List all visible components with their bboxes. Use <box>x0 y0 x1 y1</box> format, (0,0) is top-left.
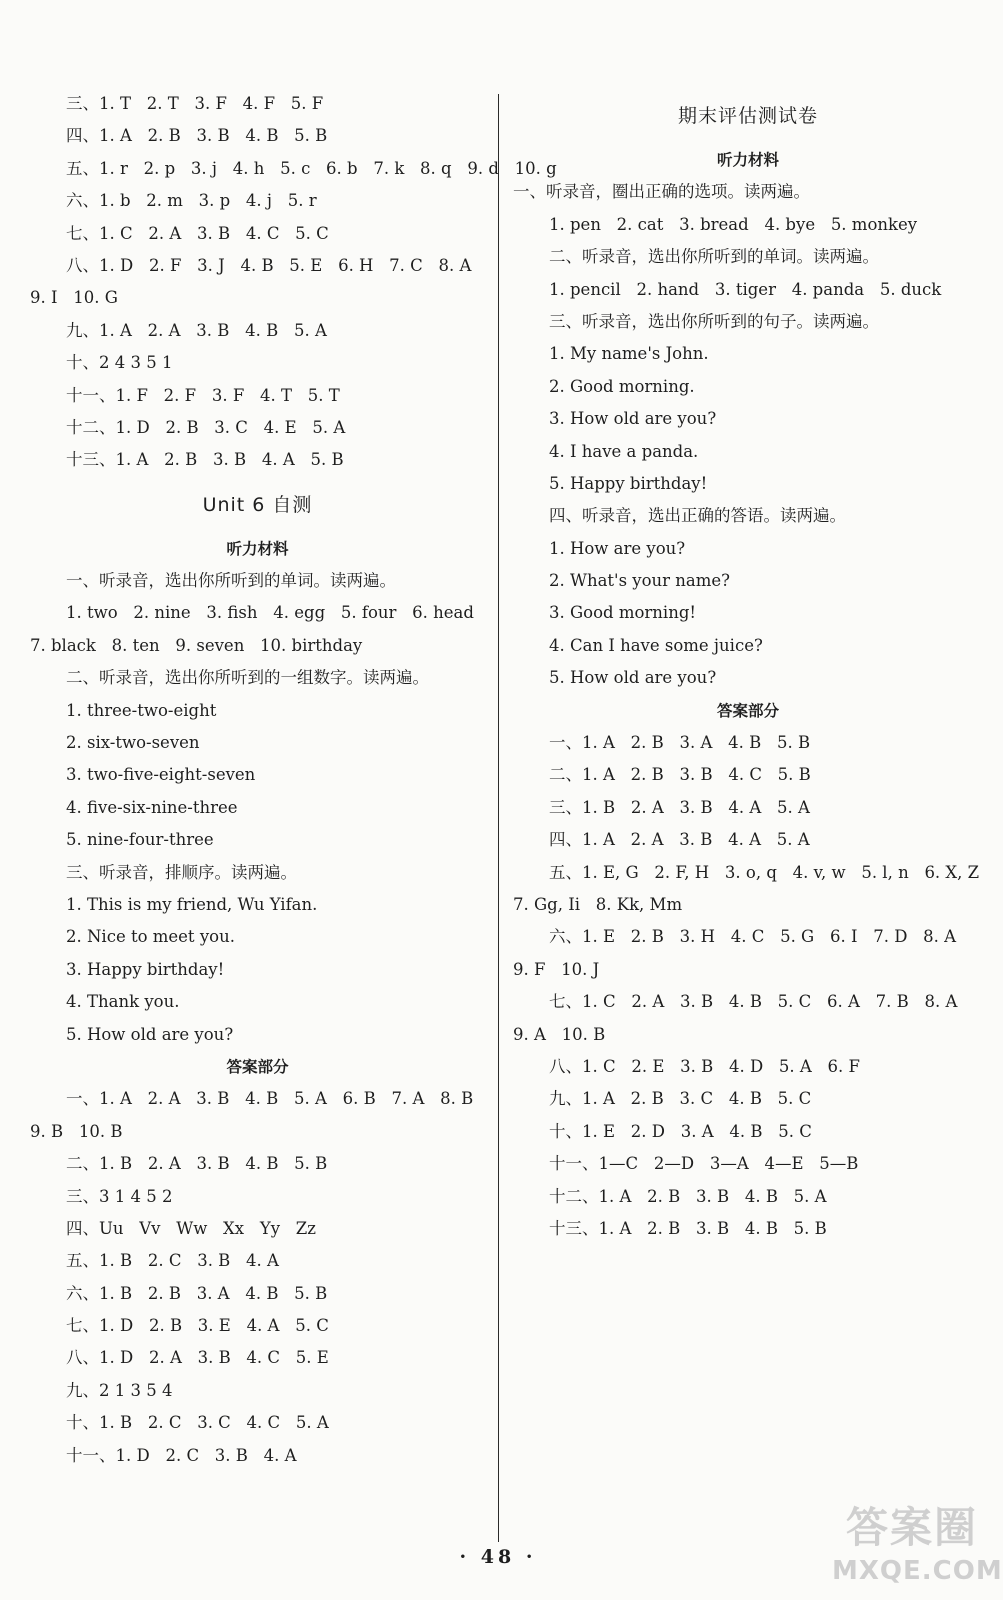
text-line: 十三、1. A 2. B 3. B 4. A 5. B <box>66 450 344 470</box>
text-line: 十二、1. A 2. B 3. B 4. B 5. A <box>549 1186 827 1206</box>
text-line: 十、1. B 2. C 3. C 4. C 5. A <box>66 1413 329 1433</box>
unit6-listening-lines <box>30 565 485 1051</box>
final-exam-title: 期末评估测试卷 <box>677 105 818 127</box>
unit6-title: Unit 6 自测 <box>202 493 313 516</box>
text-line: 四、1. A 2. A 3. B 4. A 5. A <box>549 830 810 850</box>
watermark-domain: MXQE.COM <box>832 1556 1003 1586</box>
text-line: 3. Happy birthday! <box>66 959 225 979</box>
text-line: 五、1. E, G 2. F, H 3. o, q 4. v, w 5. l, n 6. X, Z <box>549 862 980 882</box>
text-line: 5. How old are you? <box>66 1024 234 1044</box>
text-line: 2. What's your name? <box>549 571 731 591</box>
text-line: 十、2 4 3 5 1 <box>66 353 173 373</box>
text-line: 八、1. C 2. E 3. B 4. D 5. A 6. F <box>549 1056 860 1076</box>
text-line: 五、1. B 2. C 3. B 4. A <box>66 1251 279 1271</box>
text-line: 九、2 1 3 5 4 <box>66 1380 173 1400</box>
text-line: 二、听录音，选出你所听到的单词。读两遍。 <box>549 247 879 267</box>
text-line: 七、1. C 2. A 3. B 4. B 5. C 6. A 7. B 8. A <box>549 992 958 1012</box>
text-line: 9. B 10. B <box>30 1121 123 1141</box>
footer-dot-right: · <box>525 1546 537 1568</box>
text-line: 3. How old are you? <box>549 409 717 429</box>
text-line: 4. Can I have some juice? <box>549 635 763 655</box>
text-line: 5. Happy birthday! <box>549 473 708 493</box>
text-line: 1. pen 2. cat 3. bread 4. bye 5. monkey <box>549 214 918 234</box>
text-line: 一、1. A 2. A 3. B 4. B 5. A 6. B 7. A 8. B <box>66 1089 474 1109</box>
text-line: 四、Uu Vv Ww Xx Yy Zz <box>66 1218 316 1238</box>
text-line: 4. Thank you. <box>66 992 180 1012</box>
text-line: 三、听录音，选出你所听到的句子。读两遍。 <box>549 311 879 331</box>
text-line: 4. five-six-nine-three <box>66 797 238 817</box>
text-line: 九、1. A 2. B 3. C 4. B 5. C <box>549 1089 812 1109</box>
text-line: 1. two 2. nine 3. fish 4. egg 5. four 6. head <box>66 603 474 623</box>
text-line: 1. This is my friend, Wu Yifan. <box>66 894 318 914</box>
final-answer-lines <box>513 727 983 1245</box>
watermark <box>832 1502 1003 1600</box>
text-line: 二、听录音，选出你所听到的一组数字。读两遍。 <box>66 668 429 688</box>
watermark-logo: 答案圈 <box>845 1503 978 1552</box>
page-number: 48 <box>480 1546 516 1568</box>
unit6-answer-lines <box>30 1083 485 1472</box>
final-listening-title: 听力材料 <box>716 151 779 169</box>
text-line: 三、1. T 2. T 3. F 4. F 5. F <box>66 94 324 113</box>
column-divider <box>498 94 499 1542</box>
text-line: 5. nine-four-three <box>66 830 214 850</box>
unit6-listening-title: 听力材料 <box>226 539 289 558</box>
text-line: 7. black 8. ten 9. seven 10. birthday <box>30 635 363 655</box>
footer-dot-left: · <box>459 1546 471 1568</box>
text-line: 五、1. r 2. p 3. j 4. h 5. c 6. b 7. k 8. q 9. d 10. g <box>66 158 557 178</box>
text-line: 七、1. D 2. B 3. E 4. A 5. C <box>66 1316 329 1336</box>
text-line: 9. F 10. J <box>513 959 600 979</box>
text-line: 十二、1. D 2. B 3. C 4. E 5. A <box>66 417 346 437</box>
text-line: 4. I have a panda. <box>549 441 699 461</box>
text-line: 3. Good morning! <box>549 603 697 623</box>
text-line: 六、1. B 2. B 3. A 4. B 5. B <box>66 1283 328 1303</box>
text-line: 四、听录音，选出正确的答语。读两遍。 <box>549 506 846 526</box>
unit6-answer-title: 答案部分 <box>226 1057 289 1076</box>
text-line: 2. Nice to meet you. <box>66 927 235 947</box>
text-line: 二、1. B 2. A 3. B 4. B 5. B <box>66 1154 328 1174</box>
text-line: 1. pencil 2. hand 3. tiger 4. panda 5. duck <box>549 279 942 299</box>
text-line: 八、1. D 2. A 3. B 4. C 5. E <box>66 1348 329 1368</box>
text-line: 三、听录音，排顺序。读两遍。 <box>66 862 297 882</box>
text-line: 7. Gg, Ii 8. Kk, Mm <box>513 894 683 914</box>
text-line: 十一、1—C 2—D 3—A 4—E 5—B <box>549 1154 859 1174</box>
text-line: 六、1. b 2. m 3. p 4. j 5. r <box>66 191 317 211</box>
text-line: 一、听录音，圈出正确的选项。读两遍。 <box>513 182 810 202</box>
text-line: 9. I 10. G <box>30 288 118 308</box>
final-answer-title: 答案部分 <box>716 701 779 720</box>
text-line: 9. A 10. B <box>513 1024 606 1044</box>
final-listening-lines <box>513 176 983 694</box>
text-line: 二、1. A 2. B 3. B 4. C 5. B <box>549 765 811 785</box>
text-line: 六、1. E 2. B 3. H 4. C 5. G 6. I 7. D 8. A <box>549 927 957 947</box>
text-line: 1. My name's John. <box>549 344 709 364</box>
text-line: 2. six-two-seven <box>66 733 200 753</box>
text-line: 3. two-five-eight-seven <box>66 765 256 785</box>
text-line: 1. How are you? <box>549 538 686 558</box>
text-line: 七、1. C 2. A 3. B 4. C 5. C <box>66 223 329 243</box>
text-line: 十一、1. F 2. F 3. F 4. T 5. T <box>66 385 340 405</box>
text-line: 三、1. B 2. A 3. B 4. A 5. A <box>549 797 810 817</box>
text-line: 一、听录音，选出你所听到的单词。读两遍。 <box>66 571 396 591</box>
text-line: 四、1. A 2. B 3. B 4. B 5. B <box>66 126 328 146</box>
text-line: 八、1. D 2. F 3. J 4. B 5. E 6. H 7. C 8. A <box>66 255 472 275</box>
text-line: 九、1. A 2. A 3. B 4. B 5. A <box>66 320 327 340</box>
right-column <box>513 88 983 1245</box>
text-line: 1. three-two-eight <box>66 700 217 720</box>
text-line: 三、3 1 4 5 2 <box>66 1186 173 1206</box>
text-line: 十三、1. A 2. B 3. B 4. B 5. B <box>549 1218 827 1238</box>
text-line: 十、1. E 2. D 3. A 4. B 5. C <box>549 1121 812 1141</box>
text-line: 5. How old are you? <box>549 668 717 688</box>
unit5-answer-lines <box>30 88 557 477</box>
text-line: 十一、1. D 2. C 3. B 4. A <box>66 1445 297 1465</box>
text-line: 一、1. A 2. B 3. A 4. B 5. B <box>549 733 811 753</box>
text-line: 2. Good morning. <box>549 376 695 396</box>
